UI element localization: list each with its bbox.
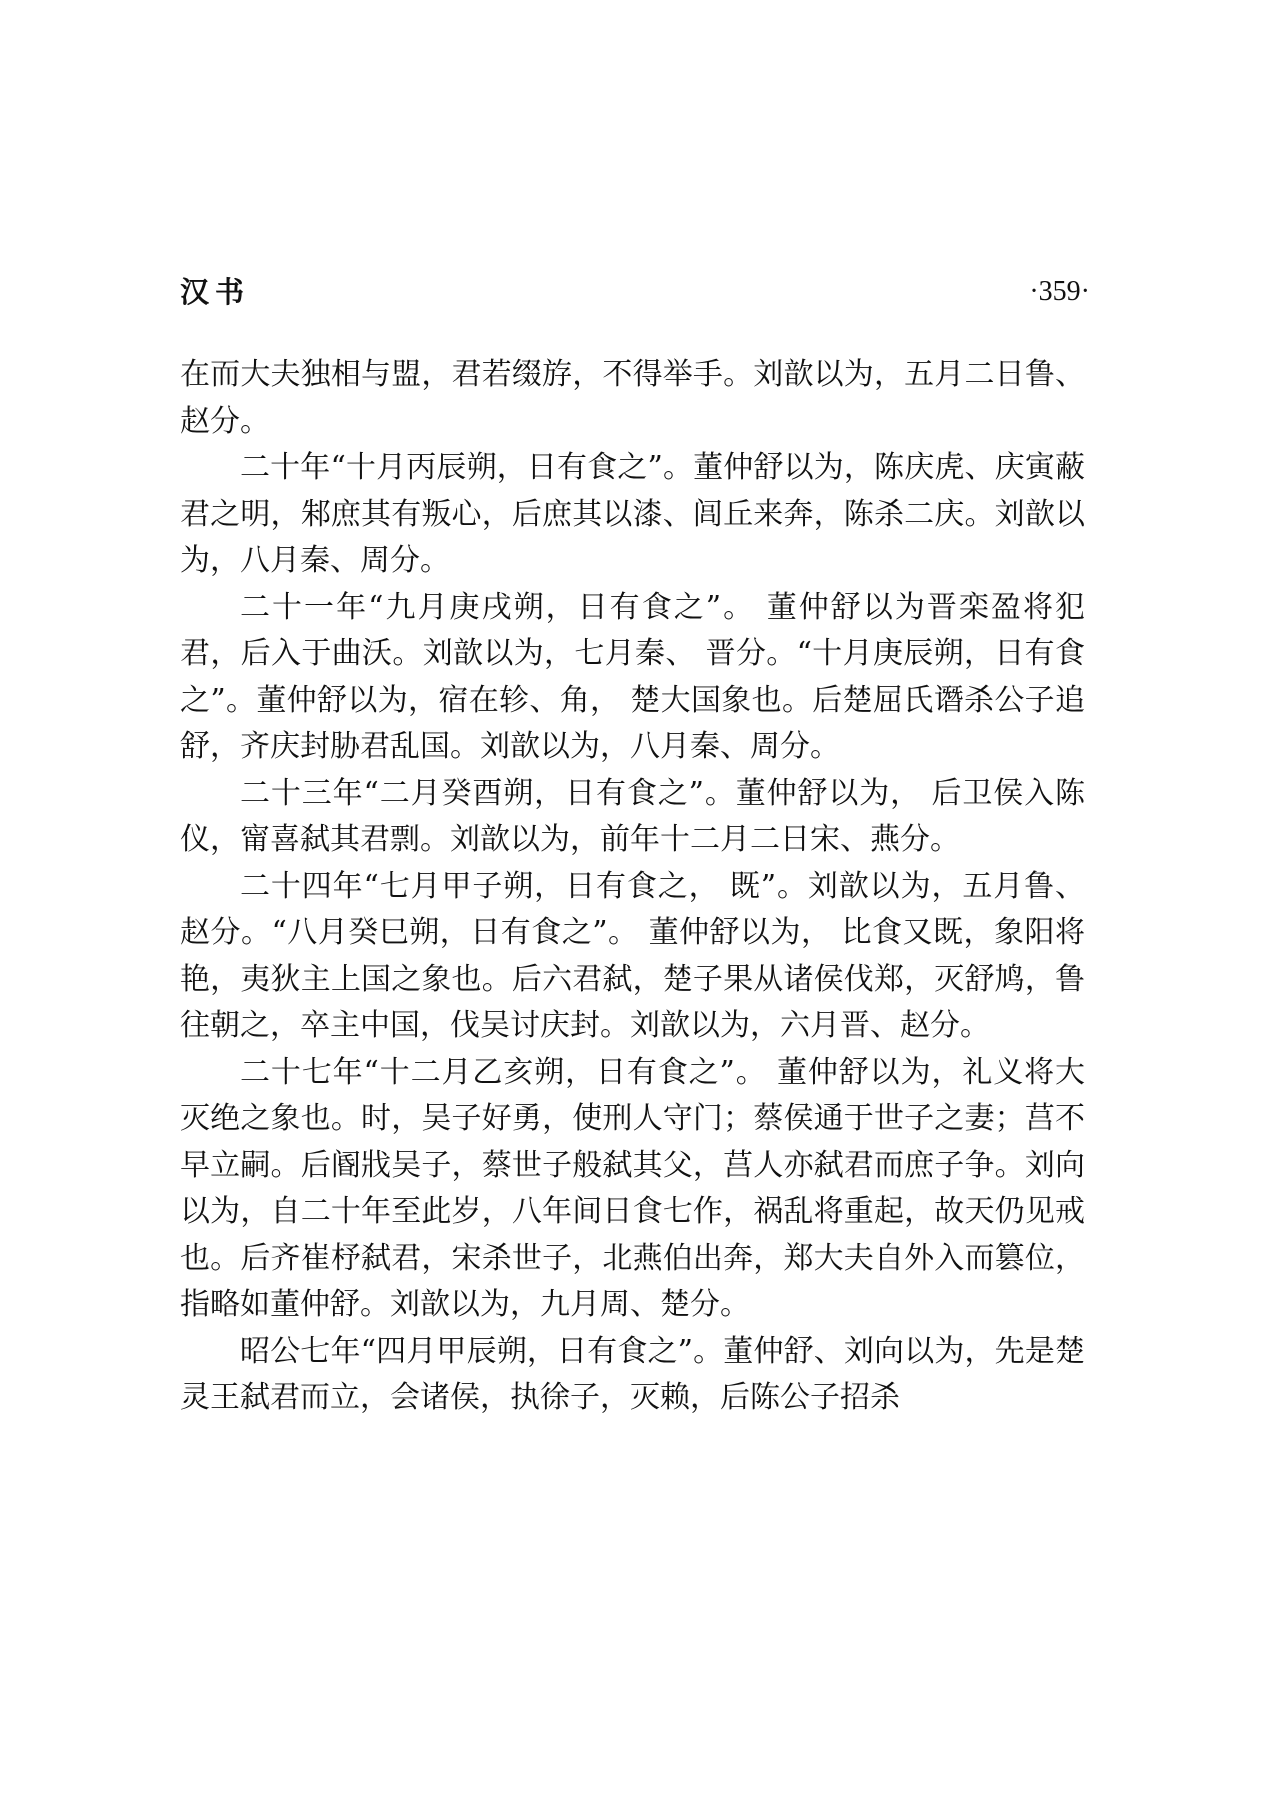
paragraph-continued: 在而大夫独相与盟，君若缀斿，不得举手。刘歆以为，五月二日鲁、赵分。 [180, 357, 1085, 439]
running-header [180, 270, 1090, 314]
paragraph: 昭公七年“四月甲辰朔，日有食之”。董仲舒、刘向以为，先是楚灵王弑君而立，会诸侯，执徐子，灭赖，后陈公子招杀 [180, 1333, 1085, 1415]
paragraph: 二十年“十月丙辰朔，日有食之”。董仲舒以为，陈庆虎、庆寅蔽君之明，邾庶其有叛心，后庶其以漆、闾丘来奔，陈杀二庆。刘歆以为，八月秦、周分。 [180, 450, 1085, 578]
body-text [180, 352, 1085, 1422]
paragraph: 二十一年“九月庚戌朔，日有食之”。 董仲舒以为晋栾盈将犯君，后入于曲沃。刘歆以为，七月秦、 晋分。“十月庚辰朔，日有食之”。董仲舒以为，宿在轸、角， 楚大国象也。后楚屈氏谮杀公子追舒，齐庆封胁君乱国。刘歆以为，八月秦、周分。 [180, 589, 1085, 764]
paragraph: 二十七年“十二月乙亥朔，日有食之”。 董仲舒以为，礼义将大灭绝之象也。时，吴子好勇，使刑人守门；蔡侯通于世子之妻；莒不早立嗣。后阍戕吴子，蔡世子般弑其父，莒人亦弑君而庶子争。刘向以为，自二十年至此岁，八年间日食七作，祸乱将重起，故天仍见戒也。后齐崔杼弑君，宋杀世子，北燕伯出奔，郑大夫自外入而篡位，指略如董仲舒。刘歆以为，九月周、楚分。 [180, 1054, 1085, 1322]
paragraph: 二十四年“七月甲子朔，日有食之， 既”。刘歆以为，五月鲁、赵分。“八月癸巳朔，日有食之”。 董仲舒以为， 比食又既，象阳将艳，夷狄主上国之象也。后六君弑，楚子果从诸侯伐郑，灭舒鸠，鲁往朝之，卒主中国，伐吴讨庆封。刘歆以为，六月晋、赵分。 [180, 868, 1085, 1043]
book-title: 汉书 [180, 275, 251, 309]
paragraph: 二十三年“二月癸酉朔，日有食之”。董仲舒以为， 后卫侯入陈仪，甯喜弑其君剽。刘歆以为，前年十二月二日宋、燕分。 [180, 775, 1085, 857]
page-number: ·359· [1029, 276, 1090, 307]
